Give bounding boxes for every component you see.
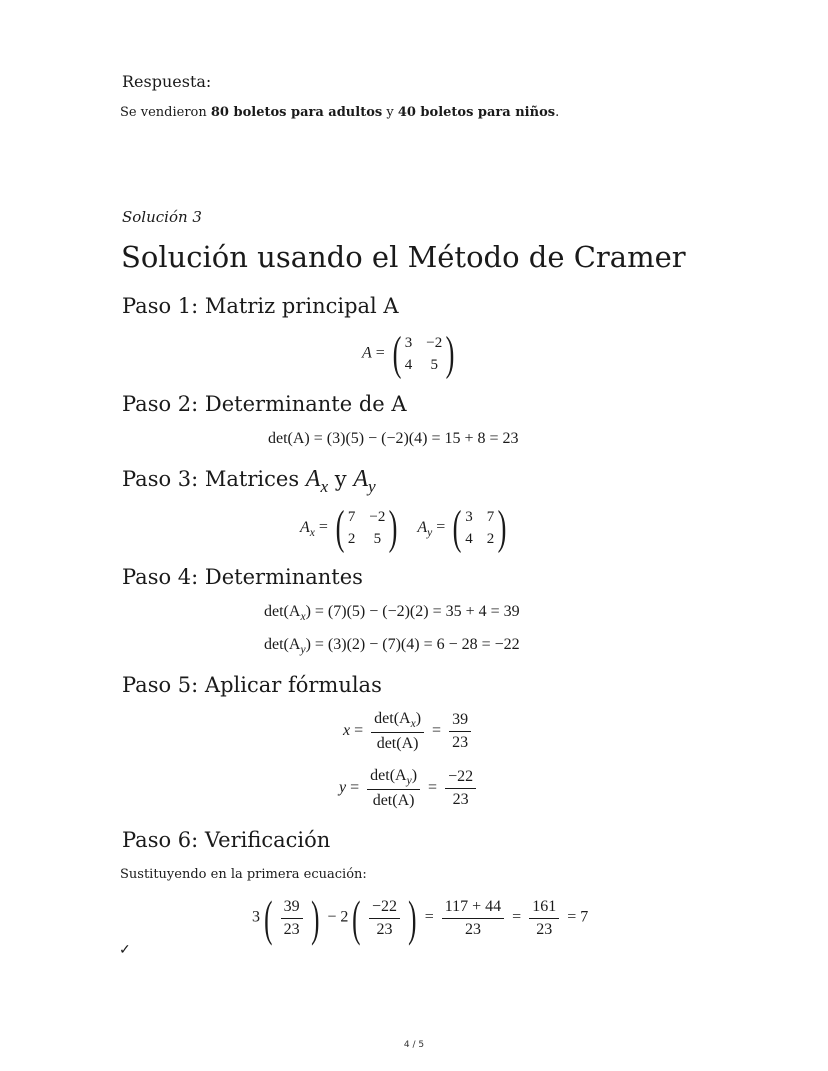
answer-suffix: . [555, 105, 560, 120]
matrix-ax-name: $A_x$ [300, 518, 315, 539]
step-5-heading: Paso 5: Aplicar fórmulas [122, 673, 382, 697]
step-4-heading: Paso 4: Determinantes [122, 565, 363, 589]
matrix-a-name: A [362, 344, 372, 362]
matrix-ax: ( 7 −2 2 5 ) [335, 501, 398, 554]
step-3-ax: $A_x$ [305, 466, 329, 497]
det-a-equation: det(A) = (3)(5) − (−2)(4) = 15 + 8 = 23 [268, 430, 519, 447]
formula-x-fraction: $\frac{\det(A_x)}{\det(A)}$ [371, 710, 424, 753]
page-title: Solución usando el Método de Cramer [121, 240, 686, 274]
det-ax-equation: $\det(A_x) = (7)(5) - (-2)(2) = 35 + 4 = 39$ [264, 603, 520, 624]
step-1-heading: Paso 1: Matriz principal A [122, 294, 399, 318]
answer-children: 40 boletos para niños [397, 105, 556, 120]
step-3-prefix: Paso 3: Matrices [122, 467, 306, 491]
verification-frac-3: $\frac{117 + 44}{23}$ [442, 898, 504, 939]
formula-y-value: $\frac{-22}{23}$ [445, 768, 476, 809]
verification-equation: 3( $\frac{39}{23}$ ) − 2( $\frac{-22}{23}$ ) = $\frac{117 + 44}{23}$ = $\frac{161}{23}$ = 7 [252, 890, 589, 946]
matrix-a: ( 3 −2 4 5 ) [392, 327, 455, 380]
matrix-a-cell: 3 [404, 335, 413, 351]
matrix-ax-cell: 2 [347, 531, 356, 547]
matrix-a-cell: −2 [426, 335, 443, 351]
solution-label: Solución 3 [122, 208, 202, 226]
answer-text [120, 105, 559, 120]
answer-label: Respuesta: [122, 72, 212, 91]
matrix-ay-name: $A_y$ [417, 518, 433, 539]
matrix-ay-cell: 7 [486, 509, 495, 525]
page-number: 4 / 5 [403, 1040, 425, 1050]
matrix-a-cell: 5 [430, 357, 439, 373]
det-ay-equation: $\det(A_y) = (3)(2) - (7)(4) = 6 - 28 = -22$ [264, 636, 520, 657]
formula-x-value: $\frac{39}{23}$ [449, 711, 471, 752]
answer-middle: y [382, 105, 398, 120]
step-3-ay: $A_y$ [353, 466, 376, 497]
matrix-ax-cell: −2 [369, 509, 386, 525]
formula-x: x = $\frac{\det(A_x)}{\det(A)}$ = $\frac{39}{23}$ [343, 710, 475, 753]
formula-y-fraction: $\frac{\det(A_y)}{\det(A)}$ [367, 767, 420, 810]
matrix-a-equation: A = ( 3 −2 4 5 ) [362, 332, 458, 376]
step-3-y: y [328, 467, 354, 491]
matrix-ay-cell: 3 [465, 509, 473, 525]
answer-prefix: Se vendieron [120, 105, 211, 120]
step-3-heading [122, 466, 376, 497]
answer-adults: 80 boletos para adultos [210, 105, 383, 120]
step-6-heading: Paso 6: Verificación [122, 828, 331, 852]
checkmark-icon: ✓ [119, 942, 131, 958]
matrix-ay-cell: 2 [486, 531, 495, 547]
step-2-heading: Paso 2: Determinante de A [122, 392, 407, 416]
matrices-ax-ay: $A_x$ = ( 7 −2 2 5 ) $A_y$ = ( 3 7 4 2 ) [300, 506, 510, 550]
formula-y: y = $\frac{\det(A_y)}{\det(A)}$ = $\frac{-22}{23}$ [339, 767, 480, 810]
verification-intro: Sustituyendo en la primera ecuación: [120, 867, 367, 882]
matrix-ax-cell: 5 [373, 531, 382, 547]
matrix-ay: ( 3 7 4 2 ) [452, 501, 507, 554]
matrix-ax-cell: 7 [347, 509, 356, 525]
matrix-a-cell: 4 [404, 357, 413, 373]
verification-frac-4: $\frac{161}{23}$ [529, 898, 559, 939]
verification-frac-1: $\frac{39}{23}$ [281, 898, 303, 939]
verification-frac-2: $\frac{-22}{23}$ [369, 898, 400, 939]
matrix-ay-cell: 4 [465, 531, 473, 547]
